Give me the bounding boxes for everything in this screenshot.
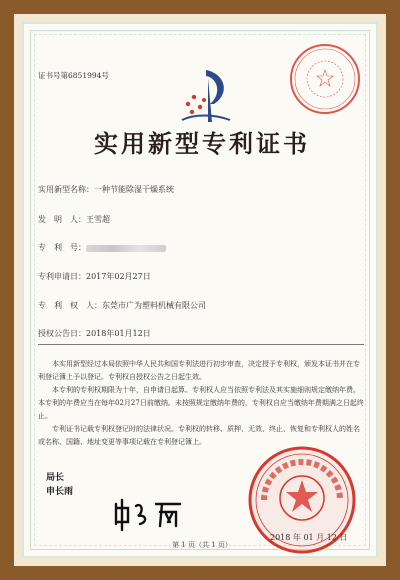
certificate-body: [38, 358, 364, 449]
field-value: 王雪超: [86, 215, 110, 224]
field-value: 2017年02月27日: [86, 272, 151, 281]
field-grant-date: [38, 328, 151, 339]
redacted-number: [86, 245, 166, 252]
seal-date: 2018 年 01 月 12 日: [270, 533, 348, 542]
field-value: 2018年01月12日: [86, 329, 151, 338]
field-patent-number: [38, 242, 166, 253]
field-value: 一种节能除湿干燥系统: [94, 185, 174, 194]
signature-name: 申长雨: [46, 487, 74, 497]
field-label: 专 利 号：: [38, 243, 86, 252]
top-right-seal: [286, 40, 364, 118]
field-inventor: [38, 214, 110, 225]
field-label: 授权公告日：: [38, 329, 86, 338]
field-label: 发 明 人：: [38, 215, 86, 224]
field-label: 专 利 权 人：: [38, 301, 102, 310]
field-value: 东莞市广为塑料机械有限公司: [102, 301, 206, 310]
cnipa-logo-icon: [174, 64, 234, 126]
field-label: 专利申请日：: [38, 272, 86, 281]
field-patentee: [38, 300, 206, 311]
signature-title: 局长: [46, 473, 65, 483]
certificate-title: 实用新型专利证书: [94, 129, 310, 158]
page-number: 第 1 页（共 1 页）: [172, 541, 232, 549]
certificate-number: 证书号第6851994号: [38, 71, 109, 80]
field-filing-date: [38, 271, 151, 282]
field-label: 实用新型名称：: [38, 185, 94, 194]
paragraph: 本专利的专利权期限为十年，自申请日起算。专利权人应当依照专利法及其实施细则规定缴纳年费。本专利的年费应当在每年02月27日前缴纳。未按照规定缴纳年费的，专利权自应当缴纳年费期满之日起终止。: [38, 386, 364, 420]
paragraph: 本实用新型经过本局依照中华人民共和国专利法进行初步审查，决定授予专利权，颁发本证书并在专利登记簿上予以登记。专利权自授权公告之日起生效。: [38, 360, 360, 381]
handwritten-signature-icon: [110, 496, 190, 532]
field-name: [38, 184, 174, 195]
paragraph: 专利证书记载专利权登记时的法律状况。专利权的转移、质押、无效、终止、恢复和专利权人的姓名或名称、国籍、地址变更等事项记载在专利登记簿上。: [38, 425, 360, 446]
divider-top: [38, 344, 364, 345]
certificate-paper: [22, 22, 378, 558]
